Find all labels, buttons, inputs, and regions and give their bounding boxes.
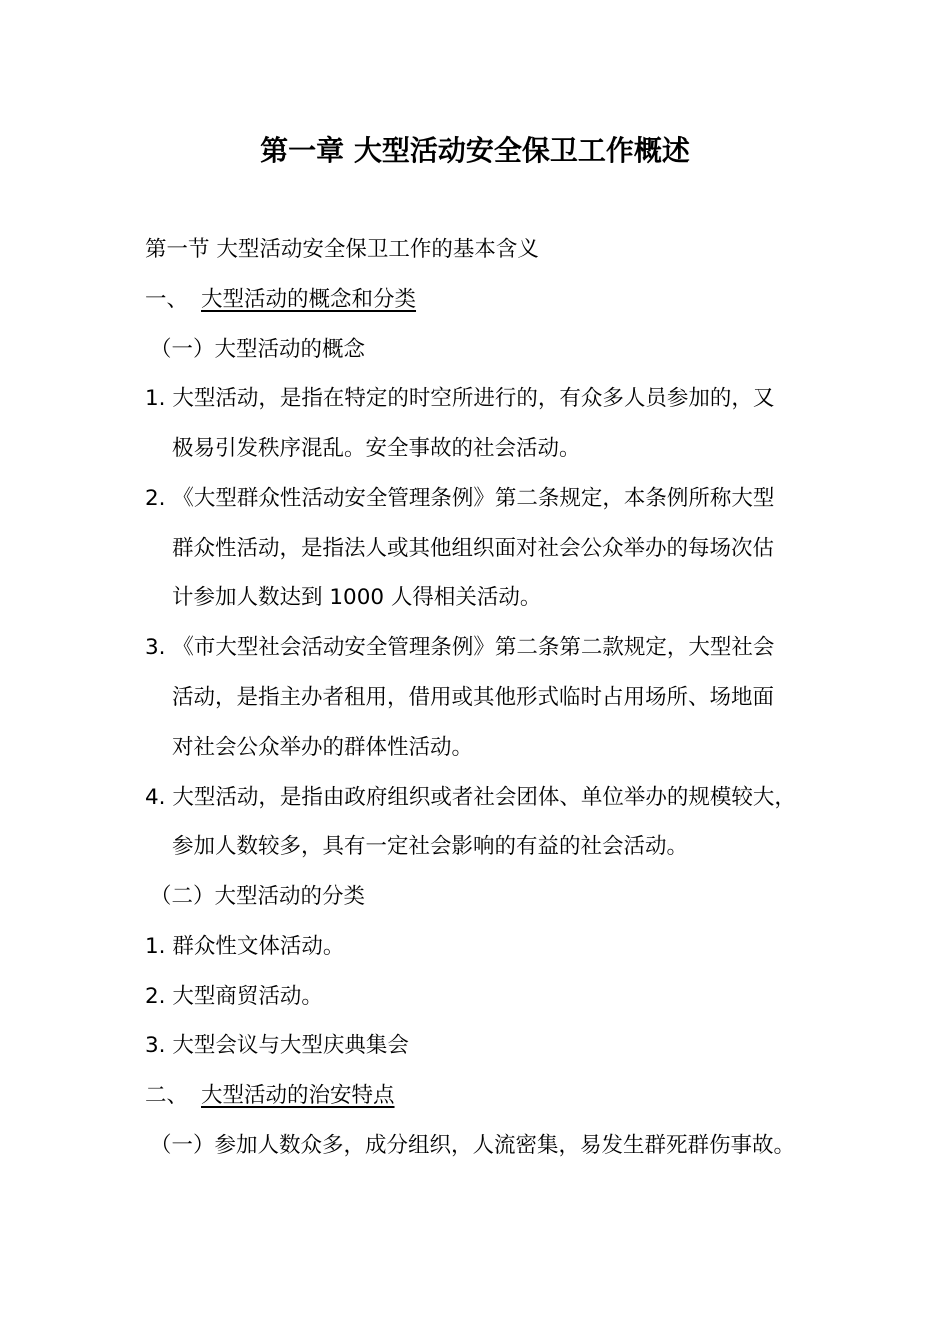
item-3-line-3: 对社会公众举办的群体性活动。: [172, 735, 474, 760]
item-4-line-2: 参加人数较多，具有一定社会影响的有益的社会活动。: [172, 834, 689, 859]
heading-2: [145, 1081, 395, 1111]
item-1-line-1: 1. 大型活动，是指在特定的时空所进行的，有众多人员参加的，又: [145, 386, 775, 411]
item-2-line-2: 群众性活动，是指法人或其他组织面对社会公众举办的每场次估: [172, 536, 775, 561]
subheading-3: （一）参加人数众多，成分组织，人流密集，易发生群死群伤事故。: [150, 1133, 796, 1158]
section-heading: 第一节 大型活动安全保卫工作的基本含义: [145, 237, 539, 262]
chapter-title: 第一章 大型活动安全保卫工作概述: [260, 134, 690, 167]
class-item-2: 2. 大型商贸活动。: [145, 984, 323, 1009]
item-3-line-1: 3. 《市大型社会活动安全管理条例》第二条第二款规定，大型社会: [145, 635, 775, 660]
heading-2-number: 二、: [145, 1083, 189, 1108]
heading-1-number: 一、: [145, 287, 189, 312]
item-2-line-1: 2. 《大型群众性活动安全管理条例》第二条规定，本条例所称大型: [145, 486, 775, 511]
subheading-2: （二）大型活动的分类: [150, 884, 366, 909]
item-1-line-2: 极易引发秩序混乱。安全事故的社会活动。: [172, 436, 581, 461]
heading-1: [145, 285, 416, 315]
item-2-line-3: 计参加人数达到 1000 人得相关活动。: [172, 585, 542, 610]
item-4-line-1: 4. 大型活动，是指由政府组织或者社会团体、单位举办的规模较大，: [145, 785, 796, 810]
class-item-3: 3. 大型会议与大型庆典集会: [145, 1033, 409, 1058]
class-item-1: 1. 群众性文体活动。: [145, 934, 345, 959]
heading-1-text: 大型活动的概念和分类: [201, 287, 417, 312]
subheading-1: （一）大型活动的概念: [150, 337, 366, 362]
heading-2-text: 大型活动的治安特点: [201, 1083, 395, 1108]
item-3-line-2: 活动，是指主办者租用，借用或其他形式临时占用场所、场地面: [172, 685, 775, 710]
